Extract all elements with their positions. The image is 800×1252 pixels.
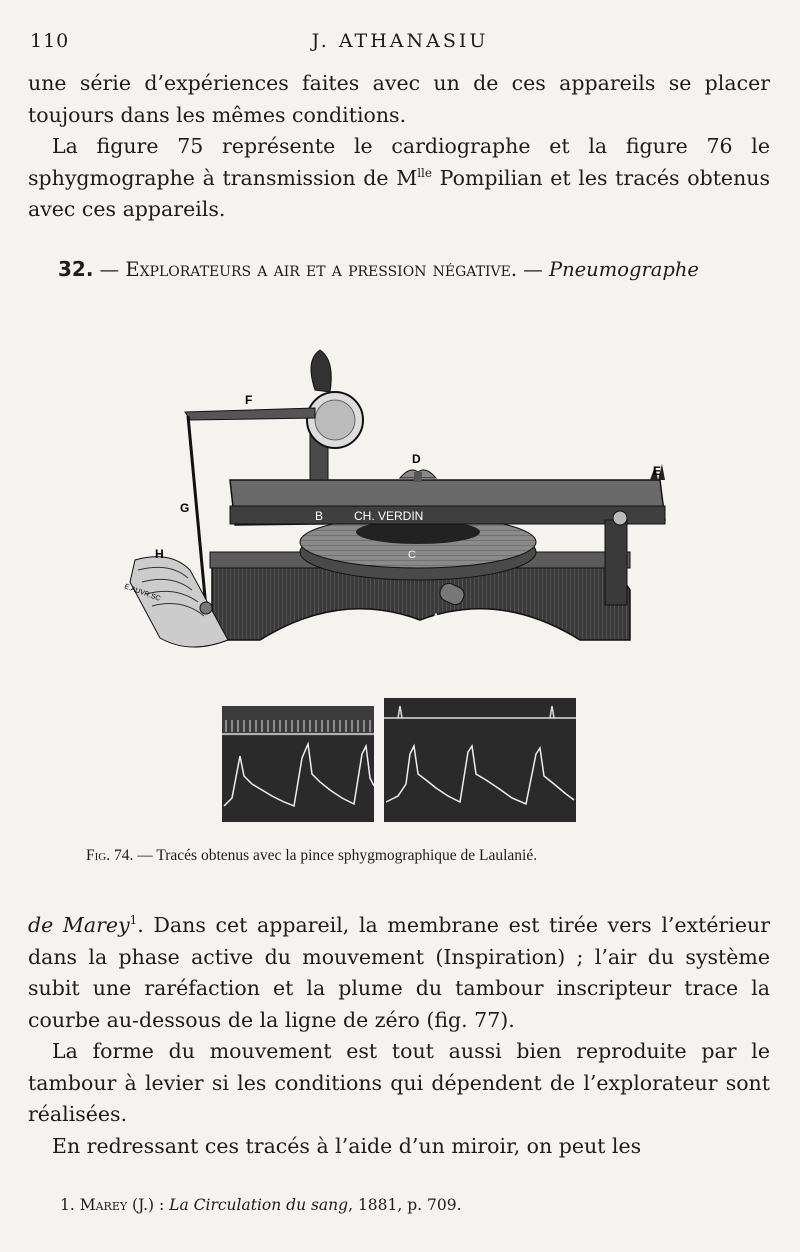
paragraph-forme: La forme du mouvement est tout aussi bien reproduite par le tambour à levier si les conditions qui dépendent de l’explorateur sont réalisées. xyxy=(28,1039,770,1126)
figure-caption xyxy=(86,847,766,865)
para-text: . Dans cet appareil, la membrane est tirée vers l’extérieur dans la phase active du mouvement (Inspiration) ; l’air du système subit une raréfaction et la plume du tambour inscripteur trace la courbe au-dessous de la ligne de zéro (fig. 77). xyxy=(28,913,770,1032)
figure-label-B: B xyxy=(315,509,324,523)
figure-label-E: E xyxy=(653,464,662,478)
para-text: La figure 75 représente le cardiographe et la figure 76 le sphygmographe à transmission de M xyxy=(28,134,770,190)
section-number: 32. xyxy=(58,257,94,281)
paragraph-continuation: une série d’expériences faites avec un de ces appareils se placer toujours dans les mêmes conditions. xyxy=(28,71,770,127)
footnote xyxy=(60,1196,760,1214)
figure-label-G: G xyxy=(180,501,190,515)
footnote-rest: , 1881, p. 709. xyxy=(348,1196,462,1214)
section-heading xyxy=(58,257,770,281)
section-subtitle: Pneumographe xyxy=(548,258,699,281)
lead-italic: de Marey xyxy=(28,913,130,937)
para-text: Pompilian et les tracés obtenus avec ces appareils. xyxy=(28,165,770,221)
superscript-lle: lle xyxy=(417,165,432,180)
footnote-author: Marey (J.) xyxy=(79,1196,155,1214)
section-dash: — xyxy=(517,258,549,281)
running-head: J. ATHANASIU xyxy=(311,30,489,52)
figure-label-C: C xyxy=(408,549,416,561)
header xyxy=(30,30,770,60)
figure-label-F: F xyxy=(245,393,253,407)
footnote-reference[interactable]: 1 xyxy=(129,913,138,928)
text-bottom xyxy=(28,910,770,1162)
section-dash: — xyxy=(93,258,126,281)
caption-text: — Tracés obtenus avec la pince sphygmographique de Laulanié. xyxy=(133,847,538,864)
maker-mark: CH. VERDIN xyxy=(354,509,424,523)
paragraph-marey xyxy=(28,910,770,1036)
figure-label-D: D xyxy=(412,452,421,466)
apparatus-engraving xyxy=(110,320,690,660)
paragraph-redressant: En redressant ces tracés à l’aide d’un miroir, on peut les xyxy=(52,1133,642,1158)
section-title: Explorateurs a air et a pression négative. xyxy=(125,258,518,281)
paragraph-figures xyxy=(28,131,770,226)
page-number: 110 xyxy=(30,30,70,52)
pulse-traces xyxy=(222,698,582,822)
text-top xyxy=(28,68,770,226)
engraver-signature: E.AUVR.SC xyxy=(123,583,162,603)
figure-label-H: H xyxy=(155,547,164,561)
footnote-title: La Circulation du sang xyxy=(169,1196,349,1214)
footnote-number: 1. xyxy=(60,1196,75,1214)
figure-label-A: A xyxy=(432,611,441,625)
footnote-sep: : xyxy=(154,1196,170,1214)
figure-number: Fig. 74. xyxy=(86,847,134,864)
